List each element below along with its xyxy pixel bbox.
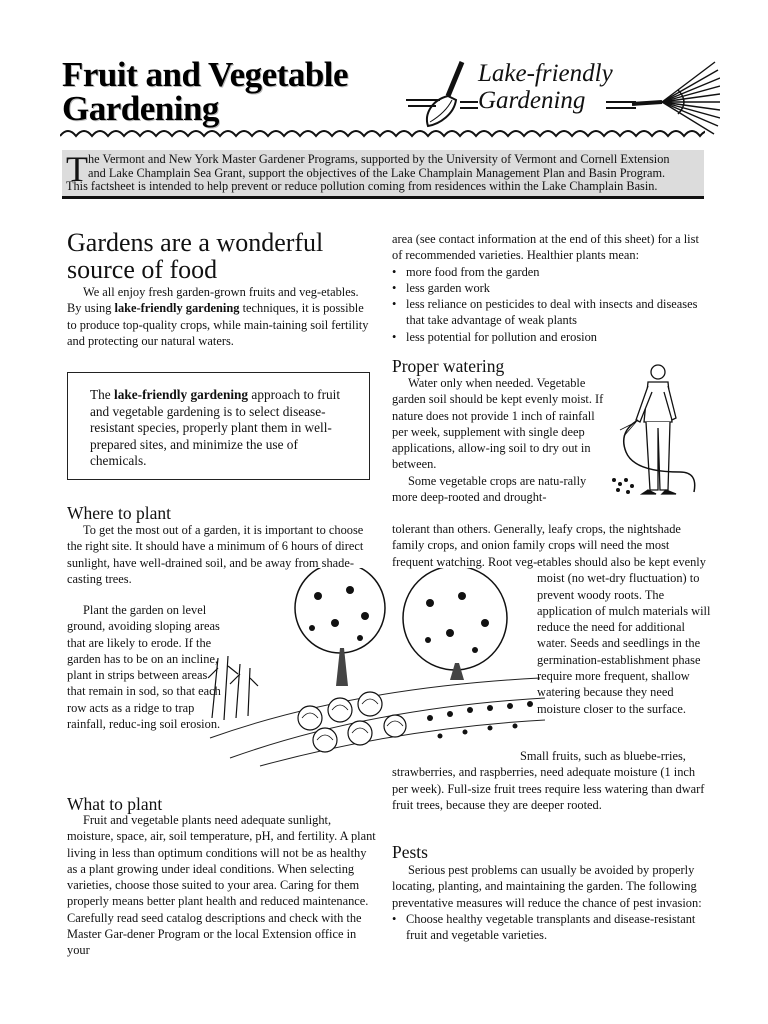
watering-paragraph-1 [392, 375, 608, 505]
recommended-varieties-text [392, 231, 712, 345]
list-item: • less reliance on pesticides to deal with insects and diseases that take advantage of weak plants [392, 296, 712, 329]
callout-bold: lake-friendly gardening [114, 387, 249, 402]
callout-box [67, 372, 370, 480]
watering-p1-text: Water only when needed. Vegetable garden soil should be kept evenly moist. If nature does not provide 1 inch of rainfall per week, supplement with single deep applications, allow-ing soil to dry out in between. [392, 376, 604, 472]
pests-list [392, 911, 710, 944]
benefits-list [392, 264, 712, 345]
man-watering-illustration-icon [608, 362, 703, 502]
watering-p2c-text: etables should also be kept evenly moist (no wet-dry fluctuation) to prevent woody roots. The application of mulch materials will reduce the need for additional water. Seeds and seedlings in the germination-establishment phase require more frequent, shallow watering because they need moisture closer to the surface. [537, 555, 711, 716]
intro-line-2: and Lake Champlain Sea Grant, support the objectives of the Lake Champlain Management Plan and Basin Program. [88, 165, 666, 180]
heading-what-to-plant: What to plant [67, 794, 163, 814]
heading-pests: Pests [392, 842, 428, 862]
page-title [62, 55, 402, 128]
garden-illustration-icon [200, 568, 550, 768]
intro-para-text-b: techniques, it is possible to produce top-quality crops, while main-taining soil fertility and protecting our natural waters. [67, 301, 369, 348]
list-item: • Choose healthy vegetable transplants and disease-resistant fruit and vegetable varieties. [392, 911, 710, 944]
watering-p2a-text: Some vegetable crops are natu-rally more deep-rooted and drought- [392, 473, 587, 505]
drop-cap: T [66, 149, 88, 189]
wave-divider [60, 128, 705, 142]
pests-p1-text: Serious pest problems can usually be avoided by properly locating, planting, and maintaining the garden. The following preventative measures will reduce the chance of pest invasion: [392, 863, 702, 910]
intro-line-1: he Vermont and New York Master Gardener Programs, supported by the University of Vermont and Cornell Extension [88, 152, 670, 166]
intro-para-bold: lake-friendly gardening [114, 301, 240, 316]
callout-text-b: approach to fruit and vegetable gardening is to select disease-resistant species, properly plant them in well-prepared sites, and minimize the use of chemicals. [90, 387, 341, 469]
title-line-1: Fruit and Vegetable [62, 55, 349, 94]
where-p2-text: Plant the garden on level ground, avoiding sloping areas that are likely to erode. If the garden has to be on an incline, plant in strips between areas that remain in sod, so that each row acts as a ridge to trap rainfall, reduc-ing soil erosion. [67, 603, 221, 732]
logo-wordmark [478, 60, 613, 114]
list-item: • more food from the garden [392, 264, 712, 280]
what-paragraph [67, 812, 377, 959]
watering-p2b-text: tolerant than others. Generally, leafy crops, the nightshade family crops, and onion family crops will need the most frequent watching. Root veg- [392, 522, 681, 569]
what-p1-text: Fruit and vegetable plants need adequate sunlight, moisture, space, air, soil temperature, pH, and fertility. A plant living in less than optimum conditions will not be as healthy as a plant growing under ideal conditions. When selecting varieties, choose those suited to your area. Caring for them properly means better plant health and reduced maintenance. Carefully read seed catalog descriptions and check with the Master Gar-dener Program or the local Extension office in your [67, 813, 376, 958]
where-p1-text: To get the most out of a garden, it is important to choose the right site. It should have a minimum of 6 hours of direct sunlight, have well-drained soil, and be away from shade-casting trees. [67, 523, 364, 586]
list-item: • less garden work [392, 280, 712, 296]
callout-text-a: The [90, 387, 114, 402]
title-line-2: Gardening [62, 89, 219, 128]
heading-where-to-plant: Where to plant [67, 503, 171, 523]
intro-line-3: This factsheet is intended to help prevent or reduce pollution coming from residences within the Lake Champlain Basin. [66, 179, 658, 193]
logo-line-1: Lake-friendly [478, 60, 613, 87]
intro-banner [62, 150, 704, 199]
intro-text [66, 152, 700, 194]
intro-para-text-a: We all enjoy fresh garden-grown fruits and veg-etables. By using [67, 285, 359, 316]
watering-paragraph-3 [537, 554, 712, 717]
varieties-continuation: area (see contact information at the end of this sheet) for a list of recommended varieties. Healthier plants mean: [392, 232, 699, 263]
heading-proper-watering: Proper watering [392, 356, 505, 376]
logo-line-2: Gardening [478, 87, 586, 114]
pests-paragraph [392, 862, 710, 943]
section-heading-main: Gardens are a wonderful source of food [67, 228, 324, 284]
intro-paragraph [67, 284, 372, 349]
watering-paragraph-4 [392, 748, 712, 813]
list-item: • less potential for pollution and erosion [392, 329, 712, 345]
watering-p3-text: Small fruits, such as bluebe-rries, strawberries, and raspberries, need adequate moisture (1 inch per week). Full-size fruit trees require less watering than dwarf fruit trees, because they are deeper rooted. [392, 749, 705, 812]
